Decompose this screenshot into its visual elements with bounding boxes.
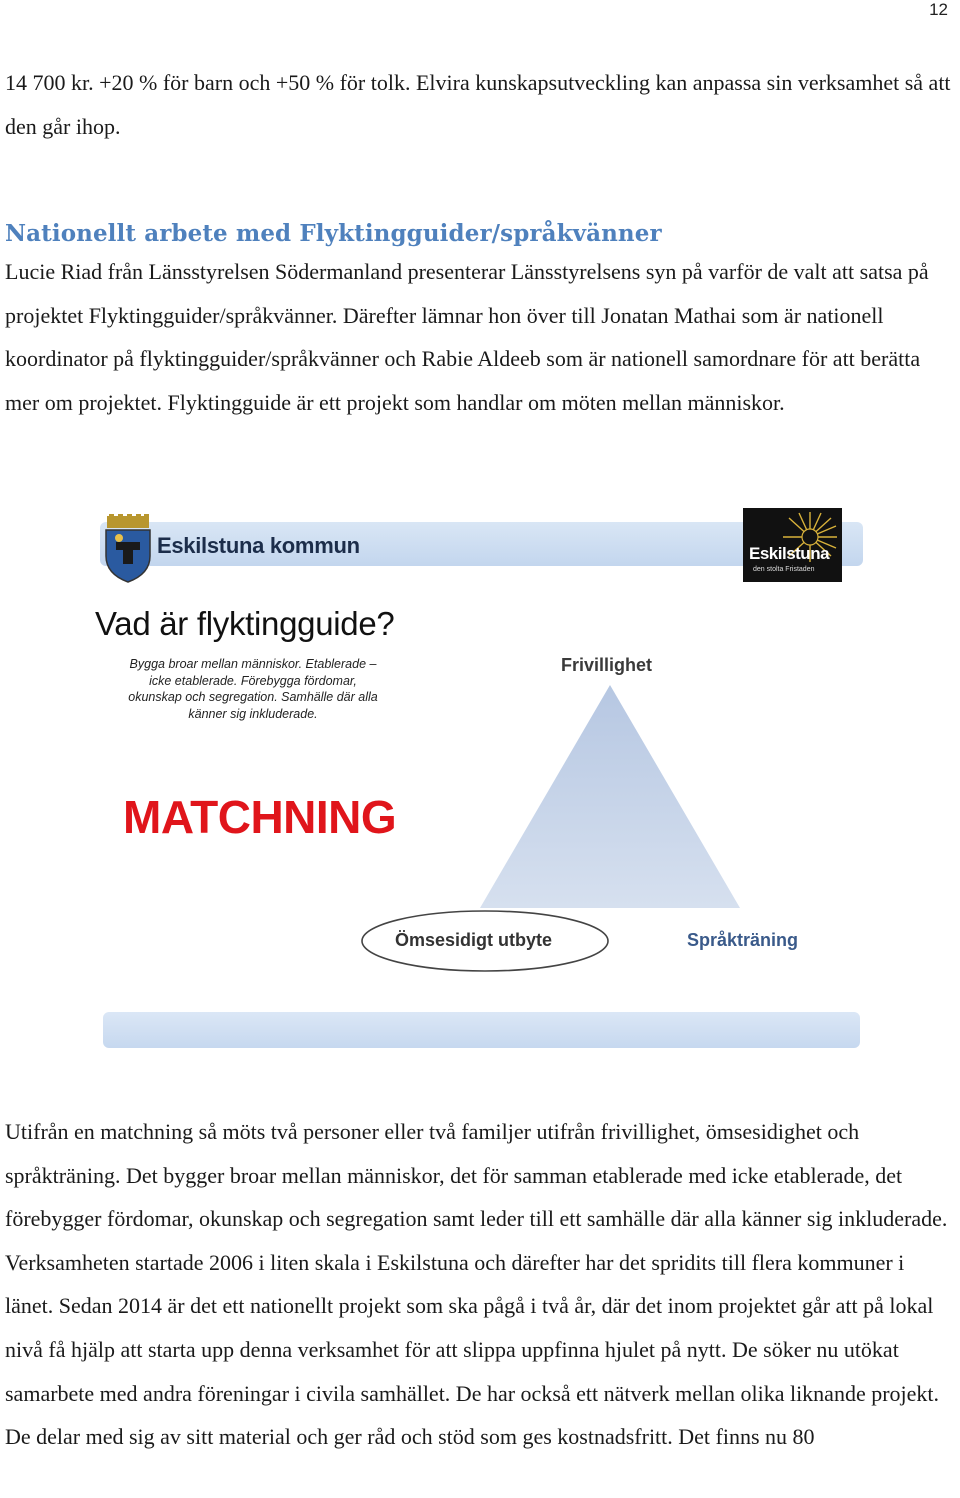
label-omsesidigt-utbyte: Ömsesidigt utbyte bbox=[395, 930, 553, 950]
triangle-shape bbox=[480, 685, 740, 908]
brand-name: Eskilstuna kommun bbox=[157, 533, 360, 558]
section-heading: Nationellt arbete med Flyktingguider/språkvänner bbox=[5, 220, 662, 247]
logo-tagline: den stolta Fristaden bbox=[753, 566, 815, 573]
triangle-diagram bbox=[95, 500, 875, 1060]
matchning-label: MATCHNING bbox=[123, 791, 397, 843]
slide-subtext: Bygga broar mellan människor. Etablerade – icke etablerade. Förebygga fördomar, okunskap och segregation. Samhälle där alla känner sig inkluderade. bbox=[128, 657, 378, 721]
label-frivillighet: Frivillighet bbox=[561, 655, 653, 675]
logo-city: Eskilstuna bbox=[749, 544, 830, 563]
slide-title: Vad är flyktingguide? bbox=[95, 605, 395, 642]
paragraph-intro: 14 700 kr. +20 % för barn och +50 % för tolk. Elvira kunskapsutveckling kan anpassa sin verksamhet så att den går ihop. bbox=[5, 70, 951, 139]
label-spraktraning: Språkträning bbox=[687, 930, 799, 950]
paragraph-national-work: Lucie Riad från Länsstyrelsen Södermanland presenterar Länsstyrelsens syn på varför de valt att satsa på projektet Flyktingguider/språkvänner. Därefter lämnar hon över till Jonatan Mathai som är nationell koordinator på flyktingguider/språkvänner och Rabie Aldeeb som är nationell samordnare för att berätta mer om projektet. Flyktingguide är ett projekt som handlar om möten mellan människor. bbox=[5, 259, 929, 415]
paragraph-matchning: Utifrån en matchning så möts två personer eller två familjer utifrån frivillighet, ömsesidighet och språkträning. Det bygger broar mellan människor, det för samman etablerade med icke etablerade, det förebygger fördomar, okunskap och segregation samt leder till ett samhälle där alla känner sig inkluderade. Verksamheten startade 2006 i liten skala i Eskilstuna och därefter har det spridits till flera kommuner i länet. Sedan 2014 är det ett nationellt projekt som ska pågå i två år, där det inom projektet går att på lokal nivå få hjälp att starta upp denna verksamhet för att slippa uppfinna hjulet på nytt. De söker nu utökat samarbete med andra föreningar i civila samhället. De har också ett nätverk mellan olika liknande projekt. De delar med sig av sitt material och ger råd och stöd som ges kostnadsfritt. Det finns nu 80 bbox=[5, 1119, 948, 1450]
page-number: 12 bbox=[929, 0, 948, 19]
slide-footer-bar bbox=[103, 1012, 860, 1048]
slide-figure bbox=[95, 500, 875, 1060]
